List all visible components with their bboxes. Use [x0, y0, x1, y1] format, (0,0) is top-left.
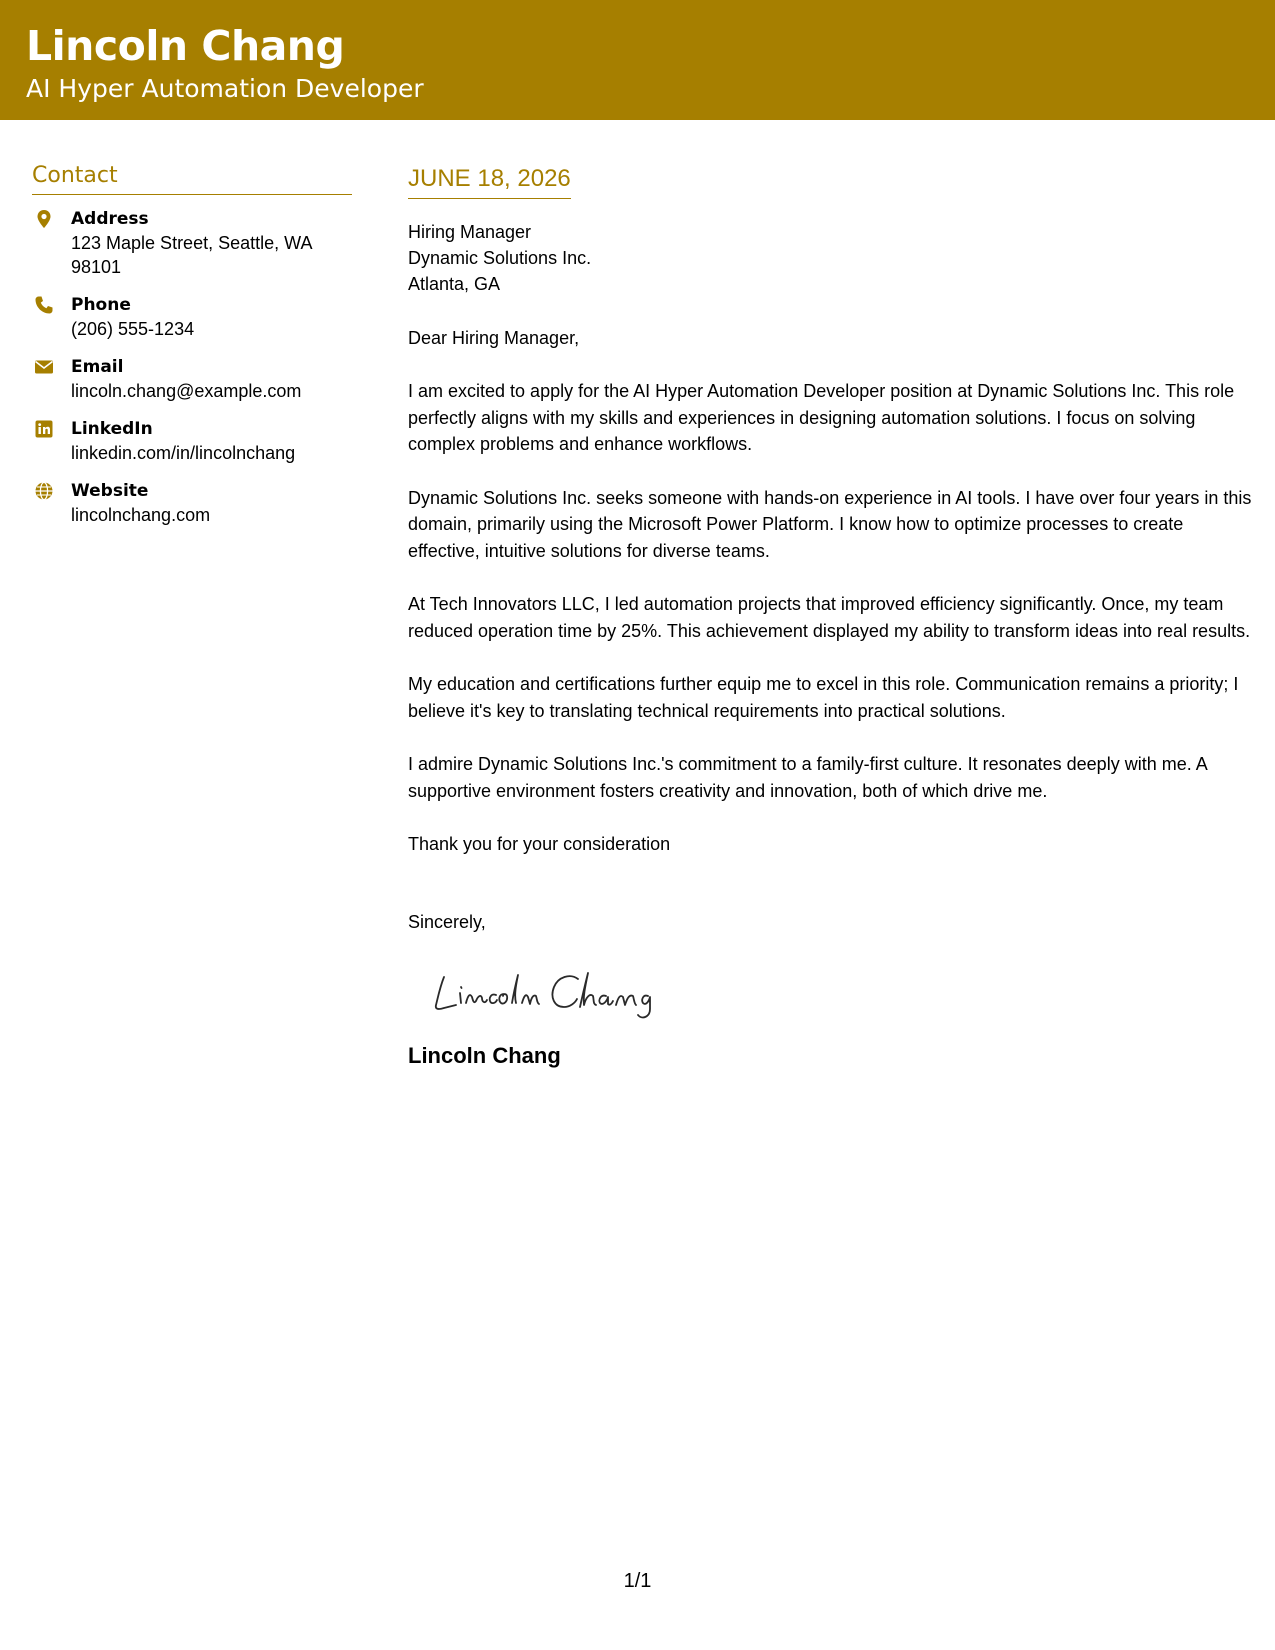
phone-label: Phone	[71, 295, 131, 315]
body-paragraph: I am excited to apply for the AI Hyper Automation Developer position at Dynamic Solutions Inc. This role perfectly aligns with my skills and experiences in designing automation solutions. I focus on solving complex problems and enhance workflows.	[408, 381, 1235, 454]
contact-item-linkedin	[32, 417, 352, 465]
recipient-line: Dynamic Solutions Inc.	[408, 248, 592, 268]
email-value: lincoln.chang@example.com	[71, 381, 302, 401]
map-pin-icon	[34, 209, 54, 229]
email-label: Email	[71, 357, 124, 377]
contact-item-address	[32, 207, 352, 279]
body-paragraph: My education and certifications further equip me to excel in this role. Communication remains a priority; I believe it's key to translating technical requirements into practical solutions.	[408, 674, 1239, 721]
signer-name: Lincoln Chang	[408, 1043, 561, 1068]
linkedin-label: LinkedIn	[71, 419, 153, 439]
address-label: Address	[71, 209, 149, 229]
website-label: Website	[71, 481, 149, 501]
job-title: AI Hyper Automation Developer	[26, 74, 424, 103]
recipient-line: Atlanta, GA	[408, 274, 501, 294]
address-value: 123 Maple Street, Seattle, WA 98101	[71, 233, 312, 277]
recipient-line: Hiring Manager	[408, 222, 532, 242]
phone-value: (206) 555-1234	[71, 319, 195, 339]
phone-icon	[34, 295, 54, 315]
contact-sidebar	[32, 162, 352, 541]
contact-item-phone	[32, 293, 352, 341]
header-banner	[0, 0, 1275, 120]
website-value: lincolnchang.com	[71, 505, 211, 525]
linkedin-icon	[34, 419, 54, 439]
body-paragraph: Dynamic Solutions Inc. seeks someone with hands-on experience in AI tools. I have over four years in this domain, primarily using the Microsoft Power Platform. I know how to optimize processes to create effective, intuitive solutions for diverse teams.	[408, 487, 1252, 561]
valediction: Sincerely,	[408, 912, 486, 932]
globe-icon	[34, 481, 54, 501]
contact-item-website	[32, 479, 352, 527]
linkedin-value: linkedin.com/in/lincolnchang	[71, 443, 296, 463]
letter-date: JUNE 18, 2026	[408, 165, 571, 192]
salutation: Dear Hiring Manager,	[408, 328, 580, 348]
body-paragraph: I admire Dynamic Solutions Inc.'s commitment to a family-first culture. It resonates deeply with me. A supportive environment fosters creativity and innovation, both of which drive me.	[408, 754, 1207, 801]
contact-item-email	[32, 355, 352, 403]
date-block	[408, 164, 571, 199]
letter-body	[408, 164, 1253, 1070]
applicant-name: Lincoln Chang	[26, 22, 345, 70]
envelope-icon	[34, 357, 54, 377]
recipient-block	[408, 219, 1253, 297]
contact-heading: Contact	[32, 162, 352, 195]
closing-thanks: Thank you for your consideration	[408, 834, 671, 854]
body-paragraph: At Tech Innovators LLC, I led automation projects that improved efficiency significantly. Once, my team reduced operation time by 25%. This achievement displayed my ability to transform ideas into real results.	[408, 594, 1251, 641]
handwritten-signature	[430, 963, 670, 1023]
page-number: 1/1	[623, 1570, 652, 1592]
